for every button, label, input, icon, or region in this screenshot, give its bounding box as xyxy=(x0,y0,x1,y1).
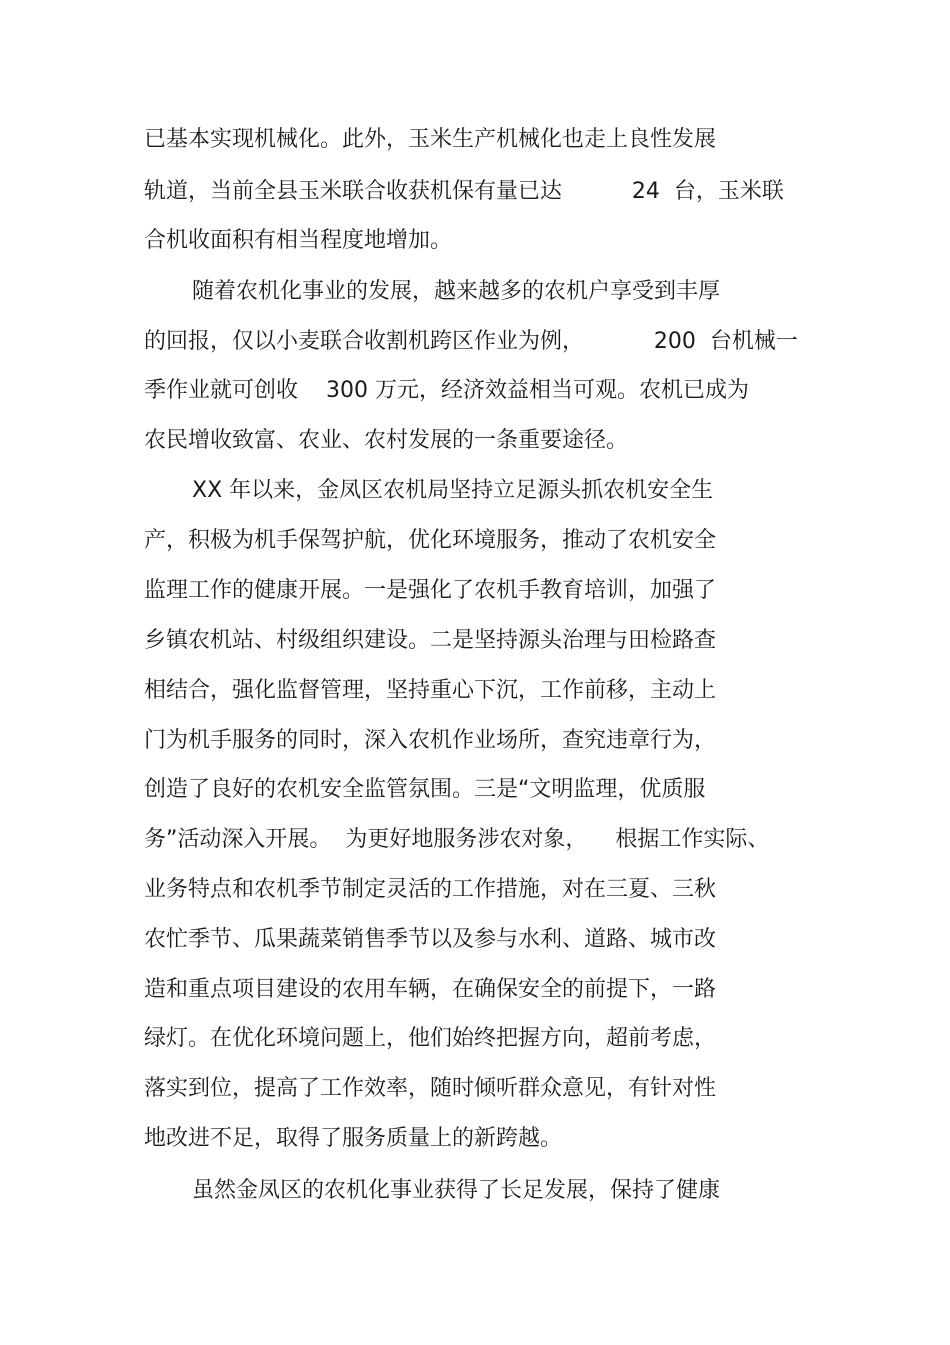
text-line: 乡镇农机站、村级组织建设。二是坚持源头治理与田检路查 xyxy=(144,628,717,653)
text-line: 合机收面积有相当程度地增加。 xyxy=(144,228,453,253)
text-line: 门为机手服务的同时，深入农机作业场所，查究违章行为， xyxy=(144,728,717,753)
text-line: 轨道，当前全县玉米联合收获机保有量已达 24 台，玉米联 xyxy=(144,179,784,204)
text-line: 相结合，强化监督管理，坚持重心下沉，工作前移，主动上 xyxy=(144,678,717,703)
text-line: 农忙季节、瓜果蔬菜销售季节以及参与水利、道路、城市改 xyxy=(144,927,717,952)
text-line: 造和重点项目建设的农用车辆，在确保安全的前提下，一路 xyxy=(144,977,717,1002)
text-line: 绿灯。在优化环境问题上，他们始终把握方向，超前考虑， xyxy=(144,1026,717,1051)
text-line: 已基本实现机械化。此外，玉米生产机械化也走上良性发展 xyxy=(144,127,717,152)
text-line: 地改进不足，取得了服务质量上的新跨越。 xyxy=(144,1126,563,1151)
text-line: 产，积极为机手保驾护航，优化环境服务，推动了农机安全 xyxy=(144,528,717,553)
text-line: XX 年以来，金凤区农机局坚持立足源头抓农机安全生 xyxy=(192,478,714,503)
text-line: 季作业就可创收 300 万元，经济效益相当可观。农机已成为 xyxy=(144,378,749,403)
text-line: 创造了良好的农机安全监管氛围。三是“文明监理，优质服 xyxy=(144,777,706,802)
text-line: 落实到位，提高了工作效率，随时倾听群众意见，有针对性 xyxy=(144,1076,717,1101)
text-line: 农民增收致富、农业、农村发展的一条重要途径。 xyxy=(144,428,629,453)
text-line: 的回报，仅以小麦联合收割机跨区作业为例， 200 台机械一 xyxy=(144,329,798,354)
text-line: 务”活动深入开展。 为更好地服务涉农对象， 根据工作实际、 xyxy=(144,827,770,852)
text-line: 监理工作的健康开展。一是强化了农机手教育培训，加强了 xyxy=(144,578,717,603)
text-line: 随着农机化事业的发展，越来越多的农机户享受到丰厚 xyxy=(192,279,721,304)
text-line: 虽然金凤区的农机化事业获得了长足发展，保持了健康 xyxy=(192,1178,721,1203)
text-line: 业务特点和农机季节制定灵活的工作措施，对在三夏、三秋 xyxy=(144,877,717,902)
